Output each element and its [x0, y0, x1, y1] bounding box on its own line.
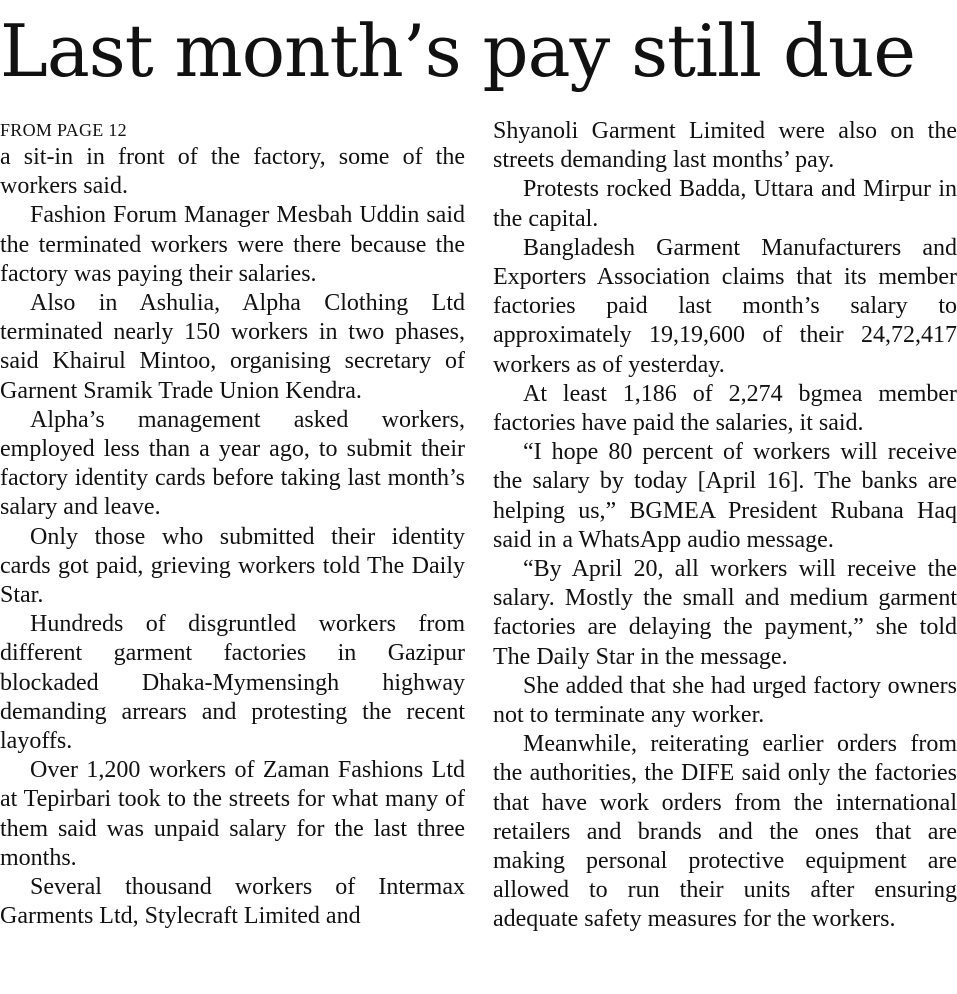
paragraph: Also in Ashulia, Alpha Clothing Ltd terminated nearly 150 workers in two phases, said Khairul Mintoo, organising secretary of Garnent Sramik Trade Union Kendra.: [0, 290, 465, 404]
paragraph: “By April 20, all workers will receive the salary. Mostly the small and medium garment factories are delaying the payment,” she told The Daily Star in the message.: [493, 556, 957, 670]
paragraph: Fashion Forum Manager Mesbah Uddin said the terminated workers were there because the factory was paying their salaries.: [0, 202, 465, 287]
paragraph: “I hope 80 percent of workers will receive the salary by today [April 16]. The banks are helping us,” BGMEA President Rubana Haq said in a WhatsApp audio message.: [493, 439, 957, 553]
paragraph: Hundreds of disgruntled workers from different garment factories in Gazipur blockaded Dhaka-Mymensingh highway demanding arrears and protesting the recent layoffs.: [0, 611, 465, 755]
article-column-left: [0, 117, 465, 931]
paragraph: Several thousand workers of Intermax Garments Ltd, Stylecraft Limited and: [0, 874, 465, 930]
paragraph: She added that she had urged factory owners not to terminate any worker.: [493, 672, 957, 729]
paragraph: At least 1,186 of 2,274 bgmea member factories have paid the salaries, it said.: [493, 380, 957, 437]
paragraph: Over 1,200 workers of Zaman Fashions Ltd at Tepirbari took to the streets for what many of them said was unpaid salary for the last three months.: [0, 757, 465, 871]
article-column-right: [493, 117, 957, 935]
paragraph: Bangladesh Garment Manufacturers and Exporters Association claims that its member factories paid last month’s salary to approximately 19,19,600 of their 24,72,417 workers as of yesterday.: [493, 234, 957, 378]
paragraph: Meanwhile, reiterating earlier orders from the authorities, the DIFE said only the factories that have work orders from the international retailers and brands and the ones that are making personal protective equipment are allowed to run their units after ensuring adequate safety measures for the workers.: [493, 731, 957, 933]
paragraph: Shyanoli Garment Limited were also on the streets demanding last months’ pay.: [493, 118, 957, 174]
headline: Last month’s pay still due: [0, 9, 916, 93]
paragraph: Only those who submitted their identity cards got paid, grieving workers told The Daily Star.: [0, 523, 465, 609]
jump-label: FROM PAGE 12: [0, 120, 127, 140]
paragraph: Protests rocked Badda, Uttara and Mirpur in the capital.: [493, 176, 957, 232]
paragraph: Alpha’s management asked workers, employed less than a year ago, to submit their factory identity cards before taking last month’s salary and leave.: [0, 406, 465, 521]
paragraph: a sit-in in front of the factory, some of the workers said.: [0, 144, 465, 200]
